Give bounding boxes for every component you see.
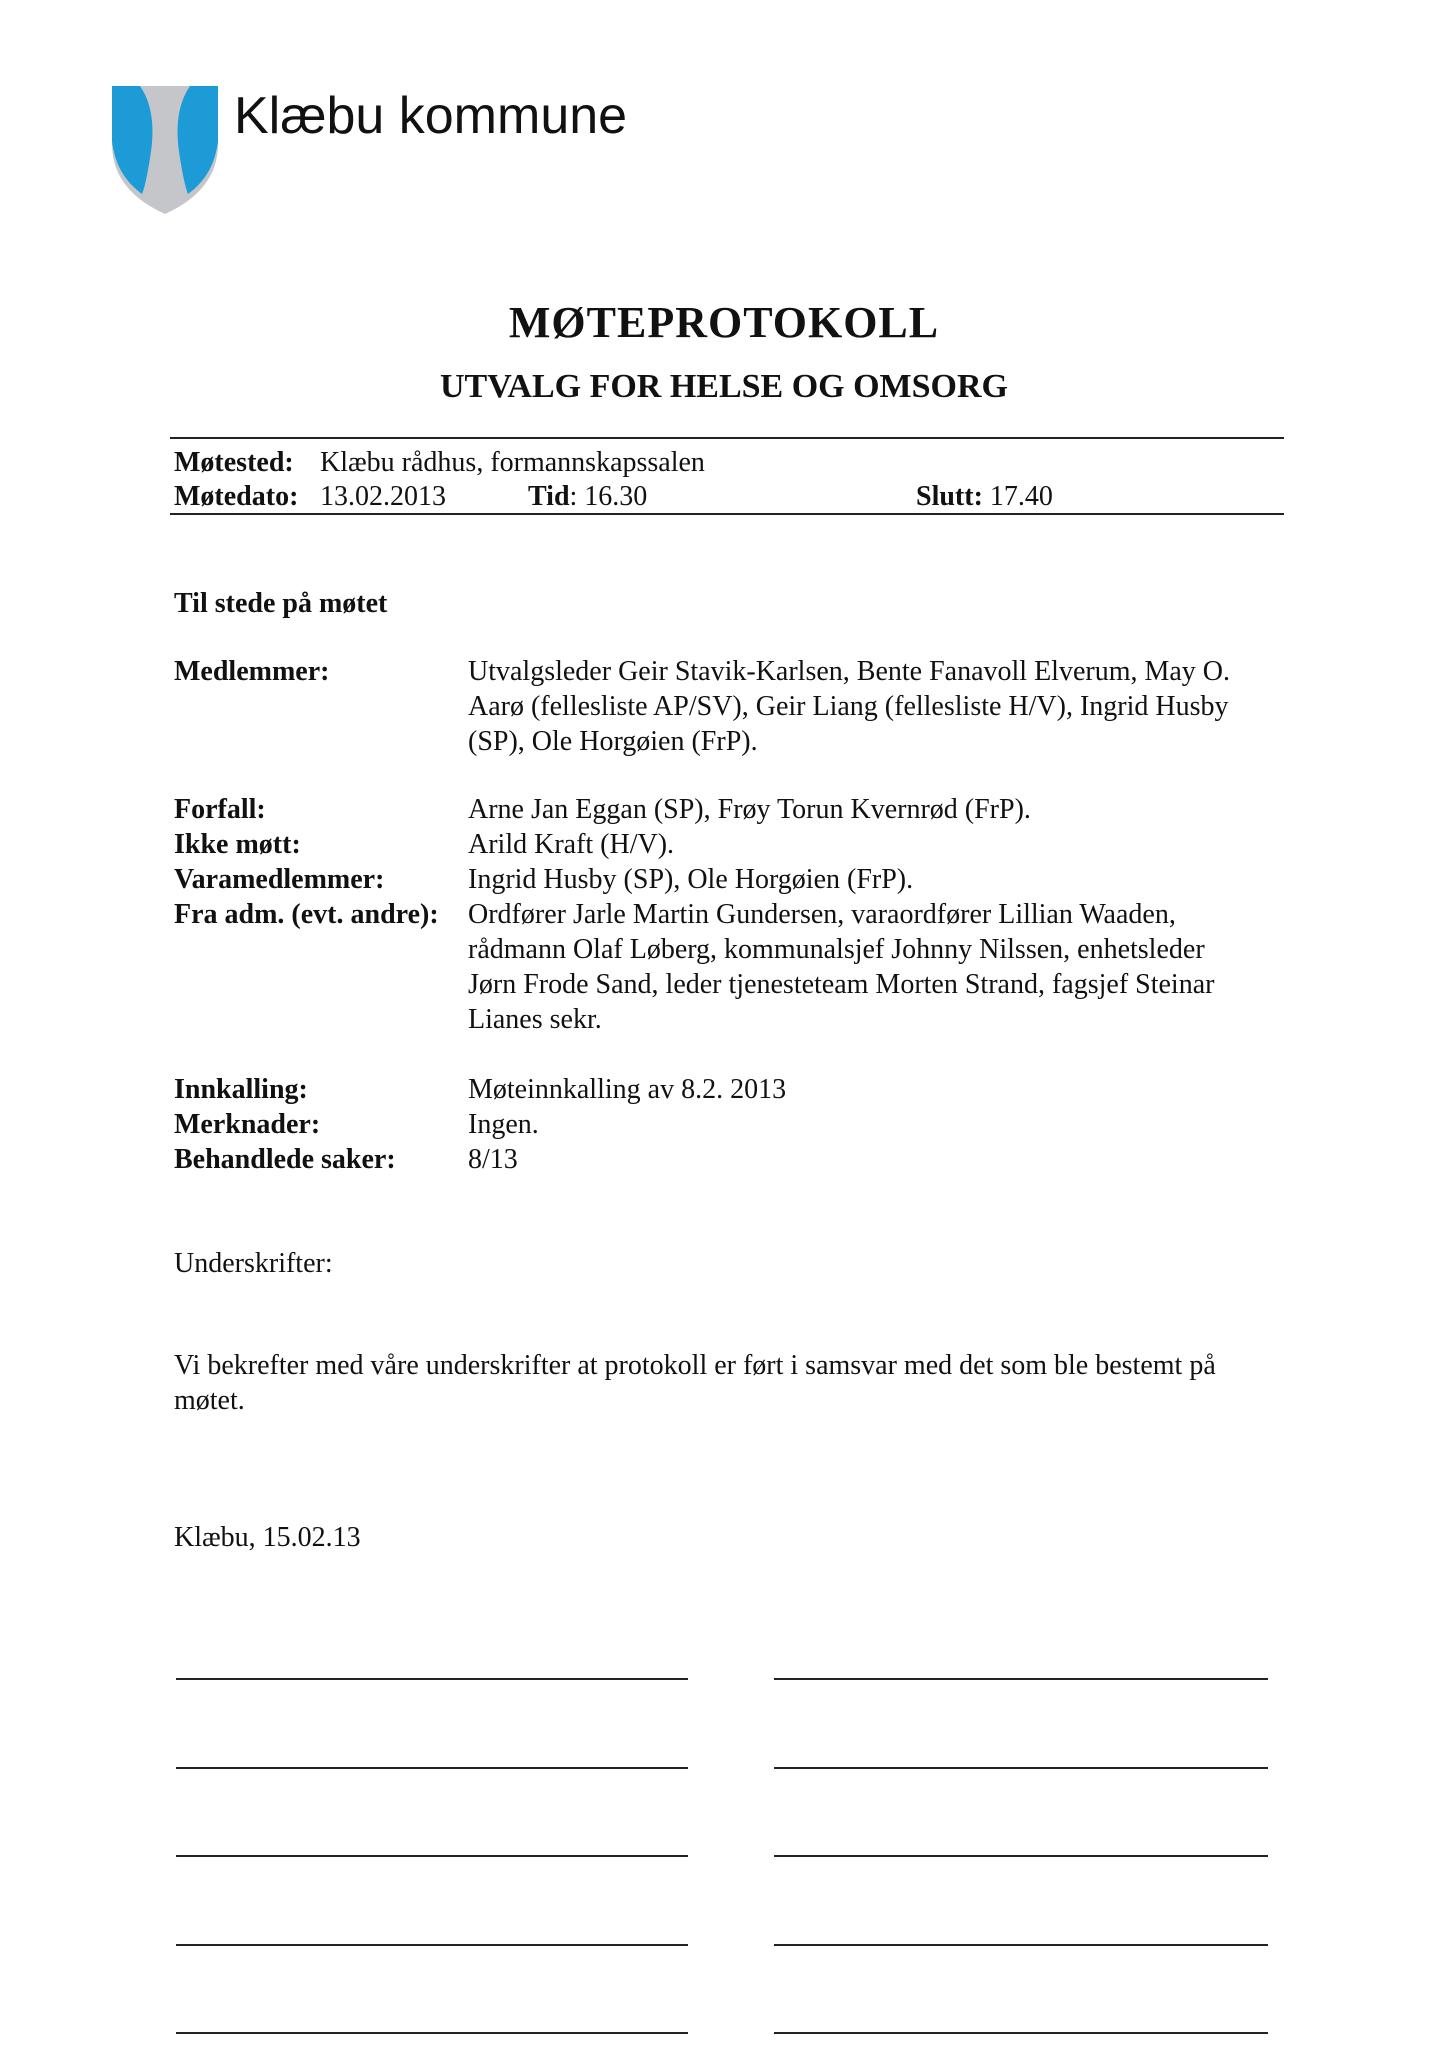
signature-line	[176, 2032, 688, 2034]
organization-name: Klæbu kommune	[234, 87, 628, 145]
signature-line	[774, 1678, 1268, 1680]
divider	[170, 513, 1284, 515]
notice-label: Innkalling:	[174, 1074, 308, 1105]
admin-line: Jørn Frode Sand, leder tjenesteteam Morten Strand, fagsjef Steinar	[468, 969, 1215, 1000]
meeting-place-value: Klæbu rådhus, formannskapssalen	[320, 447, 705, 478]
members-line: Utvalgsleder Geir Stavik-Karlsen, Bente Fanavoll Elverum, May O.	[468, 656, 1231, 687]
statement-line: Vi bekrefter med våre underskrifter at protokoll er ført i samsvar med det som ble bestemt på	[174, 1350, 1216, 1381]
meeting-end-value: 17.40	[989, 481, 1053, 512]
substitutes-label: Varamedlemmer:	[174, 864, 385, 895]
signature-line	[176, 1678, 688, 1680]
meeting-time-label: Tid	[528, 481, 570, 512]
admin-value	[468, 897, 1288, 1037]
signature-statement	[174, 1348, 1294, 1418]
signature-line	[176, 1855, 688, 1857]
signature-line	[176, 1767, 688, 1769]
cases-value: 8/13	[468, 1144, 518, 1175]
meeting-date-value: 13.02.2013	[320, 481, 446, 512]
place-date: Klæbu, 15.02.13	[174, 1522, 361, 1553]
signatures-heading: Underskrifter:	[174, 1248, 333, 1279]
meeting-end-label: Slutt:	[916, 481, 983, 512]
signature-line	[774, 1944, 1268, 1946]
admin-label: Fra adm. (evt. andre):	[174, 899, 439, 930]
klaebu-coat-of-arms-icon	[112, 86, 218, 214]
signature-line	[774, 1767, 1268, 1769]
admin-line: Lianes sekr.	[468, 1004, 602, 1035]
members-label: Medlemmer:	[174, 656, 330, 687]
remarks-label: Merknader:	[174, 1109, 321, 1140]
signature-line	[774, 2032, 1268, 2034]
absent-value: Arne Jan Eggan (SP), Frøy Torun Kvernrød (FrP).	[468, 794, 1031, 825]
remarks-value: Ingen.	[468, 1109, 539, 1140]
members-value	[468, 654, 1288, 759]
admin-line: rådmann Olaf Løberg, kommunalsjef Johnny Nilssen, enhetsleder	[468, 934, 1205, 965]
admin-line: Ordfører Jarle Martin Gundersen, varaordfører Lillian Waaden,	[468, 899, 1176, 930]
not-present-label: Ikke møtt:	[174, 829, 301, 860]
meeting-time	[528, 480, 647, 514]
signature-line	[176, 1944, 688, 1946]
meeting-place-label: Møtested:	[174, 447, 294, 478]
meeting-date-label: Møtedato:	[174, 481, 299, 512]
signature-line	[774, 1855, 1268, 1857]
absent-label: Forfall:	[174, 794, 266, 825]
divider	[170, 437, 1284, 439]
attendance-heading: Til stede på møtet	[174, 588, 388, 619]
not-present-value: Arild Kraft (H/V).	[468, 829, 675, 860]
cases-label: Behandlede saker:	[174, 1144, 396, 1175]
meeting-end	[916, 480, 1053, 514]
meeting-time-value: : 16.30	[569, 481, 648, 512]
notice-value: Møteinnkalling av 8.2. 2013	[468, 1074, 787, 1105]
statement-line: møtet.	[174, 1385, 245, 1416]
committee-name: UTVALG FOR HELSE OG OMSORG	[439, 368, 1009, 405]
document-title: MØTEPROTOKOLL	[508, 298, 940, 347]
members-line: Aarø (fellesliste AP/SV), Geir Liang (fellesliste H/V), Ingrid Husby	[468, 691, 1229, 722]
substitutes-value: Ingrid Husby (SP), Ole Horgøien (FrP).	[468, 864, 914, 895]
members-line: (SP), Ole Horgøien (FrP).	[468, 726, 758, 757]
